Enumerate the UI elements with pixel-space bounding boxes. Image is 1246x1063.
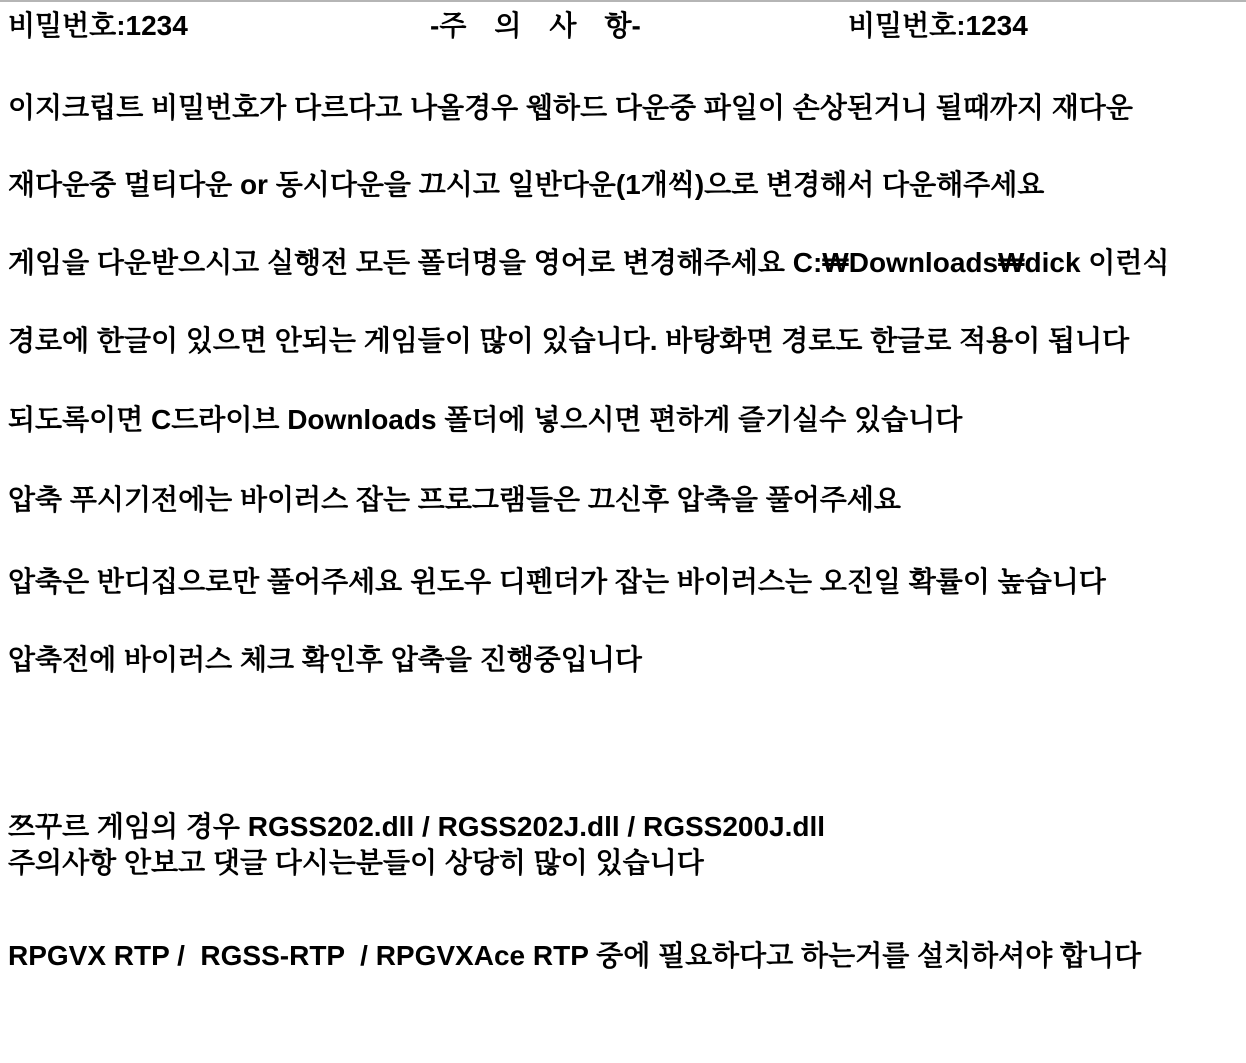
notice-line-disable-antivirus: 압축 푸시기전에는 바이러스 잡는 프로그램들은 끄신후 압축을 풀어주세요 (8, 484, 901, 515)
password-left-label: 비밀번호:1234 (8, 10, 188, 41)
top-divider (0, 0, 1246, 2)
password-right-label: 비밀번호:1234 (848, 10, 1028, 41)
notice-line-easycrypt-password: 이지크립트 비밀번호가 다르다고 나올경우 웹하드 다운중 파일이 손상된거니 될때까지 재다운 (8, 92, 1133, 123)
notice-line-korean-path-warning: 경로에 한글이 있으면 안되는 게임들이 많이 있습니다. 바탕화면 경로도 한글로 적용이 됩니다 (8, 325, 1130, 356)
notice-line-read-warning: 주의사항 안보고 댓글 다시는분들이 상당히 많이 있습니다 (8, 847, 704, 878)
notice-line-rename-folders: 게임을 다운받으시고 실행전 모든 폴더명을 영어로 변경해주세요 C:₩Downloads₩dick 이런식 (8, 247, 1170, 278)
notice-line-bandizip-defender: 압축은 반디집으로만 풀어주세요 윈도우 디펜더가 잡는 바이러스는 오진일 확률이 높습니다 (8, 566, 1106, 597)
notice-line-rgss-dll: 쯔꾸르 게임의 경우 RGSS202.dll / RGSS202J.dll / RGSS200J.dll (8, 811, 826, 842)
notice-line-redownload-settings: 재다운중 멀티다운 or 동시다운을 끄시고 일반다운(1개씩)으로 변경해서 다운해주세요 (8, 169, 1045, 200)
notice-block-rpg-runtime (8, 719, 1141, 1063)
notice-line-virus-checked: 압축전에 바이러스 체크 확인후 압축을 진행중입니다 (8, 644, 642, 675)
page-title: -주 의 사 항- (430, 10, 641, 41)
notice-line-rtp-install: RPGVX RTP / RGSS-RTP / RPGVXAce RTP 중에 필요하다고 하는거를 설치하셔야 합니다 (8, 940, 1142, 971)
notice-line-downloads-folder-tip: 되도록이면 C드라이브 Downloads 폴더에 넣으시면 편하게 즐기실수 있습니다 (8, 404, 963, 435)
